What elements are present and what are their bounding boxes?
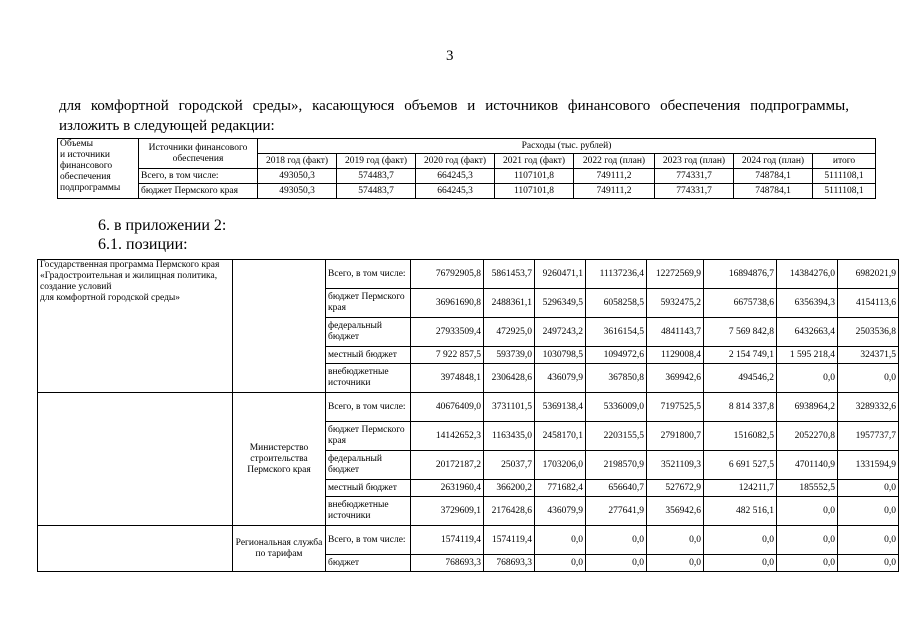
table-cell: 3974848,1: [411, 364, 484, 393]
financing-summary-table: [57, 138, 876, 199]
table-cell: 2198570,9: [586, 451, 647, 480]
row-label: бюджет Пермского края: [326, 422, 411, 451]
table-cell: 0,0: [647, 555, 704, 572]
table-cell: 356942,6: [647, 497, 704, 526]
table-cell: 124211,7: [704, 480, 777, 497]
table-cell: 7197525,5: [647, 393, 704, 422]
program-positions-table: [37, 259, 899, 572]
table-cell: 0,0: [586, 526, 647, 555]
row-label: местный бюджет: [326, 347, 411, 364]
table-cell: 16894876,7: [704, 260, 777, 289]
table-cell: 7 569 842,8: [704, 318, 777, 347]
table-cell: 6058258,5: [586, 289, 647, 318]
table-cell: 3289332,6: [838, 393, 899, 422]
table-cell: 0,0: [704, 526, 777, 555]
program-name: Государственная программа Пермского края «Градостроительная и жилищная политика, создание условий для комфортной городской среды»: [38, 260, 233, 393]
table-cell: 664245,3: [416, 184, 495, 199]
table-cell: 2497243,2: [535, 318, 586, 347]
table-cell: 1703206,0: [535, 451, 586, 480]
table-cell: 493050,3: [258, 184, 337, 199]
table-cell: 5932475,2: [647, 289, 704, 318]
table-cell: 2306428,6: [484, 364, 535, 393]
page-number: 3: [446, 48, 454, 64]
table-cell: 774331,7: [655, 169, 734, 184]
table-cell: 574483,7: [337, 184, 416, 199]
table-row: [58, 184, 876, 199]
table-cell: 324371,5: [838, 347, 899, 364]
table-cell: 3616154,5: [586, 318, 647, 347]
year-header: 2023 год (план): [655, 154, 734, 169]
table-cell: 749111,2: [574, 184, 655, 199]
table-cell: 1129008,4: [647, 347, 704, 364]
table-cell: 25037,7: [484, 451, 535, 480]
table-cell: 185552,5: [777, 480, 838, 497]
table-cell: 40676409,0: [411, 393, 484, 422]
table-cell: 0,0: [777, 555, 838, 572]
intro-line-1: для комфортной городской среды», касающуюся объемов и источников финансового обеспечения подпрограммы,: [59, 98, 849, 114]
table-cell: 9260471,1: [535, 260, 586, 289]
table-cell: 0,0: [838, 555, 899, 572]
table-cell: 27933509,4: [411, 318, 484, 347]
table-cell: 12272569,9: [647, 260, 704, 289]
table-cell: 14142652,3: [411, 422, 484, 451]
sources-header: Источники финансового обеспечения: [139, 139, 258, 169]
table-cell: 5296349,5: [535, 289, 586, 318]
table-cell: 0,0: [535, 555, 586, 572]
table-cell: 1 595 218,4: [777, 347, 838, 364]
table-cell: 1574119,4: [484, 526, 535, 555]
section-heading: 6. в приложении 2:: [98, 217, 227, 234]
year-header: 2020 год (факт): [416, 154, 495, 169]
table-cell: 0,0: [535, 526, 586, 555]
table-cell: 366200,2: [484, 480, 535, 497]
empty-cell: [38, 393, 233, 526]
table-cell: 656640,7: [586, 480, 647, 497]
row-label: внебюджетные источники: [326, 364, 411, 393]
row-label: федеральный бюджет: [326, 451, 411, 480]
table-cell: 0,0: [586, 555, 647, 572]
year-header: 2018 год (факт): [258, 154, 337, 169]
table-cell: 771682,4: [535, 480, 586, 497]
row-label: Всего, в том числе:: [326, 260, 411, 289]
table-cell: 5861453,7: [484, 260, 535, 289]
table-cell: 6356394,3: [777, 289, 838, 318]
table-cell: 6982021,9: [838, 260, 899, 289]
table-cell: 436079,9: [535, 364, 586, 393]
table-cell: 6938964,2: [777, 393, 838, 422]
table-cell: 5111108,1: [813, 169, 876, 184]
table-cell: 482 516,1: [704, 497, 777, 526]
table-cell: 0,0: [838, 364, 899, 393]
year-header: 2019 год (факт): [337, 154, 416, 169]
table-cell: 748784,1: [734, 169, 813, 184]
table-cell: 574483,7: [337, 169, 416, 184]
table-cell: 2488361,1: [484, 289, 535, 318]
table-cell: 6432663,4: [777, 318, 838, 347]
row-label: местный бюджет: [326, 480, 411, 497]
table-cell: 0,0: [704, 555, 777, 572]
table-cell: 36961690,8: [411, 289, 484, 318]
volumes-sources-label: Объемы и источники финансового обеспечения подпрограммы: [58, 139, 139, 199]
row-label: Всего, в том числе:: [326, 393, 411, 422]
empty-cell: [233, 260, 326, 393]
table-cell: 14384276,0: [777, 260, 838, 289]
table-cell: 367850,8: [586, 364, 647, 393]
row-label: внебюджетные источники: [326, 497, 411, 526]
table-cell: 0,0: [647, 526, 704, 555]
table-cell: 20172187,2: [411, 451, 484, 480]
table-cell: 1957737,7: [838, 422, 899, 451]
table-row: [58, 169, 876, 184]
row-label: Всего, в том числе:: [139, 169, 258, 184]
table-cell: 5369138,4: [535, 393, 586, 422]
table-cell: 1516082,5: [704, 422, 777, 451]
table-cell: 5111108,1: [813, 184, 876, 199]
table-cell: 6 691 527,5: [704, 451, 777, 480]
table-cell: 768693,3: [484, 555, 535, 572]
table-cell: 1163435,0: [484, 422, 535, 451]
table-cell: 749111,2: [574, 169, 655, 184]
table-cell: 436079,9: [535, 497, 586, 526]
organization-name: Министерство строительства Пермского края: [233, 393, 326, 526]
table-cell: 277641,9: [586, 497, 647, 526]
table-cell: 1574119,4: [411, 526, 484, 555]
table-cell: 0,0: [777, 497, 838, 526]
table-row: [38, 526, 899, 555]
intro-line-2: изложить в следующей редакции:: [59, 118, 275, 134]
table-cell: 3521109,3: [647, 451, 704, 480]
table-cell: 2052270,8: [777, 422, 838, 451]
table-cell: 768693,3: [411, 555, 484, 572]
table-cell: 1107101,8: [495, 169, 574, 184]
table-cell: 6675738,6: [704, 289, 777, 318]
table-row: [38, 260, 899, 289]
table-cell: 0,0: [838, 480, 899, 497]
table-cell: 1094972,6: [586, 347, 647, 364]
table-cell: 664245,3: [416, 169, 495, 184]
table-cell: 527672,9: [647, 480, 704, 497]
year-header: 2021 год (факт): [495, 154, 574, 169]
table-cell: 0,0: [838, 526, 899, 555]
table-cell: 493050,3: [258, 169, 337, 184]
intro-paragraph: [59, 96, 849, 136]
table-cell: 0,0: [777, 364, 838, 393]
table-cell: 1107101,8: [495, 184, 574, 199]
year-header: 2024 год (план): [734, 154, 813, 169]
table-cell: 8 814 337,8: [704, 393, 777, 422]
table-cell: 2458170,1: [535, 422, 586, 451]
row-label: бюджет: [326, 555, 411, 572]
table-cell: 2 154 749,1: [704, 347, 777, 364]
table-cell: 0,0: [838, 497, 899, 526]
table-cell: 3731101,5: [484, 393, 535, 422]
expenses-header: Расходы (тыс. рублей): [258, 139, 876, 154]
table-cell: 5336009,0: [586, 393, 647, 422]
table-cell: 774331,7: [655, 184, 734, 199]
row-label: Всего, в том числе:: [326, 526, 411, 555]
year-header: итого: [813, 154, 876, 169]
table-cell: 472925,0: [484, 318, 535, 347]
row-label: бюджет Пермского края: [326, 289, 411, 318]
table-row: [38, 393, 899, 422]
year-header: 2022 год (план): [574, 154, 655, 169]
table-cell: 748784,1: [734, 184, 813, 199]
row-label: бюджет Пермского края: [139, 184, 258, 199]
organization-name: Региональная служба по тарифам: [233, 526, 326, 572]
row-label: федеральный бюджет: [326, 318, 411, 347]
table-cell: 2176428,6: [484, 497, 535, 526]
table-cell: 2791800,7: [647, 422, 704, 451]
table-cell: 11137236,4: [586, 260, 647, 289]
table-cell: 2631960,4: [411, 480, 484, 497]
empty-cell: [38, 526, 233, 572]
table-cell: 494546,2: [704, 364, 777, 393]
table-cell: 4154113,6: [838, 289, 899, 318]
table-cell: 1331594,9: [838, 451, 899, 480]
table-cell: 2203155,5: [586, 422, 647, 451]
table-cell: 3729609,1: [411, 497, 484, 526]
table-cell: 4701140,9: [777, 451, 838, 480]
table-cell: 2503536,8: [838, 318, 899, 347]
table-cell: 0,0: [777, 526, 838, 555]
table-cell: 4841143,7: [647, 318, 704, 347]
table-cell: 369942,6: [647, 364, 704, 393]
table-cell: 76792905,8: [411, 260, 484, 289]
subsection-heading: 6.1. позиции:: [98, 236, 188, 253]
table-cell: 593739,0: [484, 347, 535, 364]
table-cell: 7 922 857,5: [411, 347, 484, 364]
table-cell: 1030798,5: [535, 347, 586, 364]
